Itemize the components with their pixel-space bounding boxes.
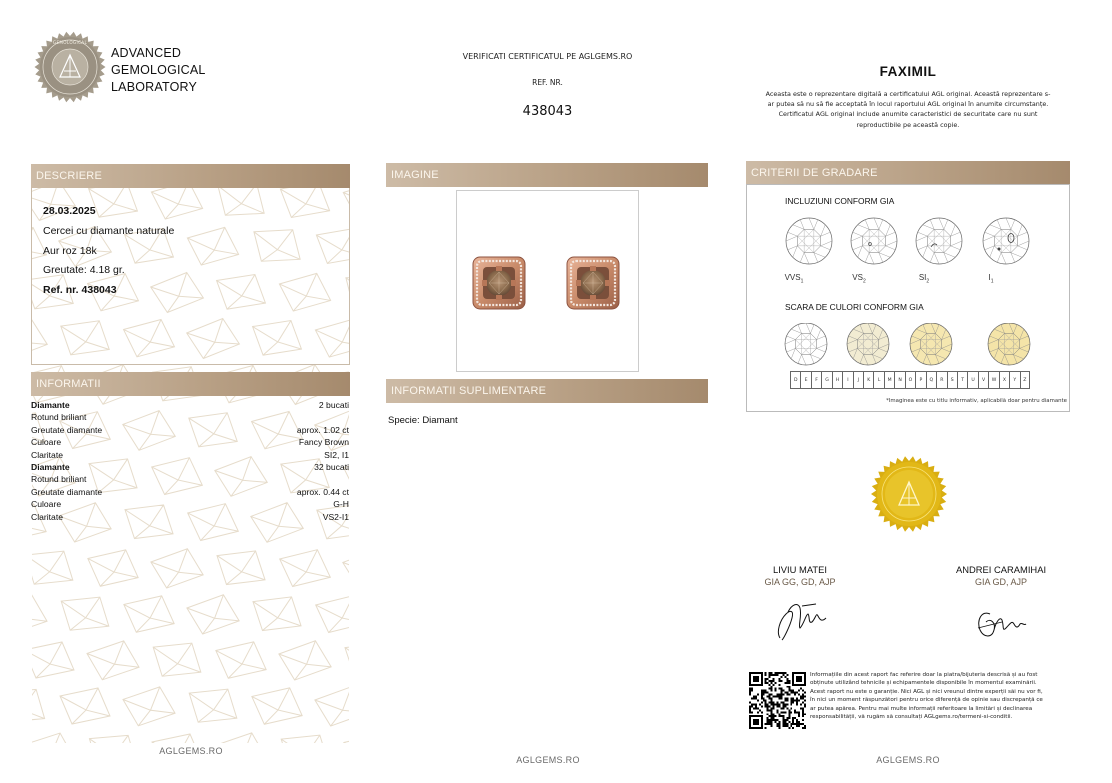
clarity-grade-sub: 1: [990, 278, 994, 285]
earrings-photo: [457, 191, 638, 371]
criteria-note: *Imaginea este cu titlu informativ, aplicabilă doar pentru diamante: [886, 398, 1067, 404]
clarity-diamond-diagram: [786, 218, 832, 264]
info-row: [31, 450, 349, 462]
signature-andrei-caramihai: [972, 602, 1032, 644]
ref-number-value: 438043: [522, 104, 573, 119]
faximil-line: Certificatul AGL original include anumite caracteristici de securitate care nu sunt: [778, 110, 1038, 119]
color-scale-letter: V: [978, 371, 988, 389]
color-scale-letter: M: [884, 371, 894, 389]
signer-credentials: GIA GD, AJP: [974, 577, 1028, 587]
disclaimer-line: Informațiile din acest raport fac referire doar la piatra/bijuteria descrisă și au fost: [810, 672, 1038, 678]
info-value: aprox. 0.44 ct: [296, 486, 349, 497]
info-label: Claritate: [31, 449, 63, 460]
info-row: [31, 512, 349, 524]
faximil-title: FAXIMIL: [879, 64, 937, 79]
disclaimer-line: Acest raport nu este o garanție. Nici AGL și nici vreunul dintre experții săi nu vor fi,: [810, 688, 1043, 695]
clarity-grade-base: VS: [852, 273, 863, 282]
informatii-header: INFORMATII: [31, 372, 350, 396]
lab-name-line: LABORATORY: [111, 80, 198, 94]
clarity-diamond-diagram: [983, 218, 1029, 264]
info-value: SI2, I1: [324, 449, 349, 460]
description-line: Aur roz 18k: [43, 245, 97, 257]
color-scale-letter: G: [821, 371, 831, 389]
color-scale-letter: J: [853, 371, 863, 389]
clarity-grade-base: I: [988, 273, 991, 282]
lab-name-line: ADVANCED: [111, 46, 182, 60]
info-label: Diamante: [31, 462, 70, 472]
verify-certificate-text: VERIFICATI CERTIFICATUL PE AGLGEMS.RO: [462, 52, 633, 61]
footer-website-link[interactable]: AGLGEMS.RO: [876, 755, 940, 765]
disclaimer-line: obținute utilizând tehnicile și echipamentele disponibile în momentul examinării.: [810, 680, 1037, 687]
info-row: [31, 412, 349, 424]
info-label: Greutate diamante: [31, 424, 103, 435]
info-value: VS2-I1: [322, 511, 349, 522]
signer-name: LIVIU MATEI: [772, 564, 827, 575]
clarity-grade-sub: 2: [862, 278, 866, 285]
disclaimer-line: ar putea apărea. Pentru mai multe informații referitoare la limitări și declinarea: [810, 705, 1033, 712]
info-label: Culoare: [31, 437, 62, 448]
description-ref: Ref. nr. 438043: [43, 284, 117, 296]
color-scale-bar: [790, 371, 1030, 389]
earring-right: [567, 257, 619, 309]
color-scale-letter: K: [863, 371, 873, 389]
description-date: 28.03.2025: [43, 205, 96, 217]
descriere-header: DESCRIERE: [31, 164, 350, 188]
agl-logo-seal: [34, 31, 106, 103]
faximil-notice: [743, 89, 1073, 130]
ref-number-label: REF. NR.: [532, 78, 563, 87]
disclaimer-line: în nici un moment răspunzători pentru orice diferență de opinie sau discrepanță ce: [810, 697, 1043, 704]
faximil-line: Aceasta este o reprezentare digitală a certificatului AGL original. Această reprezentare s-: [765, 90, 1051, 98]
info-row: [31, 499, 349, 511]
disclaimer-line: responsabilității, vă rugăm să consultați AGLgems.ro/termeni-si-conditii.: [810, 714, 1013, 721]
info-label: Greutate diamante: [31, 486, 103, 497]
gold-seal: [870, 455, 948, 533]
info-label: Rotund briliant: [31, 474, 87, 485]
signature-liviu-matei: [772, 598, 832, 644]
earring-left: [473, 257, 525, 309]
clarity-grade-base: VVS: [784, 273, 801, 282]
clarity-grade-sub: 2: [926, 278, 930, 285]
info-label: Culoare: [31, 499, 62, 510]
color-diamond-diagram: [988, 323, 1030, 365]
color-diamond-diagram: [785, 323, 827, 365]
criterii-header: CRITERII DE GRADARE: [746, 161, 1070, 185]
clarity-grade-label: [909, 273, 939, 285]
color-diamond-diagram: [910, 323, 952, 365]
color-scale-letter: O: [905, 371, 915, 389]
color-diamond-diagram: [847, 323, 889, 365]
imagine-header: IMAGINE: [386, 163, 708, 187]
info-label: Diamante: [31, 400, 70, 410]
info-label: Claritate: [31, 511, 63, 522]
color-scale-letter: D: [790, 371, 800, 389]
info-row: [31, 437, 349, 449]
footer-website-link[interactable]: AGLGEMS.RO: [516, 755, 580, 765]
clarity-grade-base: SI: [918, 273, 927, 282]
species-text: Specie: Diamant: [388, 415, 458, 426]
footer-website-link[interactable]: AGLGEMS.RO: [159, 746, 223, 756]
color-scale-letter: Y: [1009, 371, 1019, 389]
color-scale-letter: P: [915, 371, 925, 389]
qr-code[interactable]: [749, 672, 806, 729]
color-scale-letter: Z: [1020, 371, 1030, 389]
clarity-grade-label: [976, 273, 1006, 285]
description-line: Cercei cu diamante naturale: [43, 225, 175, 237]
color-scale-letter: F: [811, 371, 821, 389]
color-scale-letter: I: [842, 371, 852, 389]
product-image-frame: [456, 190, 639, 372]
faximil-line: ar putea să nu să fie acceptată în locul raportului AGL original în anumite circumstanțe.: [767, 100, 1049, 109]
description-line: Greutate: 4.18 gr.: [43, 264, 125, 276]
color-scale-letter: E: [800, 371, 810, 389]
clarity-diamond-diagram: [916, 218, 962, 264]
info-value: aprox. 1.02 ct: [296, 424, 349, 435]
clarity-grade-label: [844, 273, 874, 285]
clarity-diagrams: [747, 215, 1071, 265]
lab-name: [111, 45, 206, 96]
info-value: 2 bucati: [318, 400, 349, 410]
info-row: [31, 462, 349, 474]
lab-name-line: GEMOLOGICAL: [111, 63, 206, 77]
disclaimer-text: [810, 671, 1072, 721]
info-row: [31, 425, 349, 437]
info-row: [31, 474, 349, 486]
color-scale-letter: S: [947, 371, 957, 389]
info-row: [31, 487, 349, 499]
signer-credentials: GIA GG, GD, AJP: [764, 577, 836, 587]
info-value: Fancy Brown: [298, 437, 349, 448]
informatii-suplimentare-header: INFORMATII SUPLIMENTARE: [386, 379, 708, 403]
info-row: [31, 400, 349, 412]
color-scale-title: SCARA DE CULORI CONFORM GIA: [785, 302, 924, 312]
clarity-grade-label: [779, 273, 809, 285]
clarity-diamond-diagram: [851, 218, 897, 264]
color-scale-letter: T: [957, 371, 967, 389]
color-scale-letter: N: [894, 371, 904, 389]
color-scale-letter: Q: [926, 371, 936, 389]
color-scale-letter: X: [999, 371, 1009, 389]
info-value: 32 bucati: [314, 462, 349, 472]
info-label: Rotund briliant: [31, 412, 87, 423]
info-value: G-H: [333, 499, 349, 510]
color-diagrams: [747, 323, 1071, 369]
color-scale-letter: L: [873, 371, 883, 389]
clarity-grade-sub: 1: [800, 278, 804, 285]
color-scale-letter: H: [832, 371, 842, 389]
signer-name: ANDREI CARAMIHAI: [955, 564, 1047, 575]
color-scale-letter: W: [988, 371, 998, 389]
svg-text:GEMOLOGICAL: GEMOLOGICAL: [52, 40, 88, 45]
inclusions-title: INCLUZIUNI CONFORM GIA: [785, 196, 895, 206]
color-scale-letter: U: [967, 371, 977, 389]
color-scale-letter: R: [936, 371, 946, 389]
faximil-line: reproductibile pe această copie.: [856, 120, 960, 129]
